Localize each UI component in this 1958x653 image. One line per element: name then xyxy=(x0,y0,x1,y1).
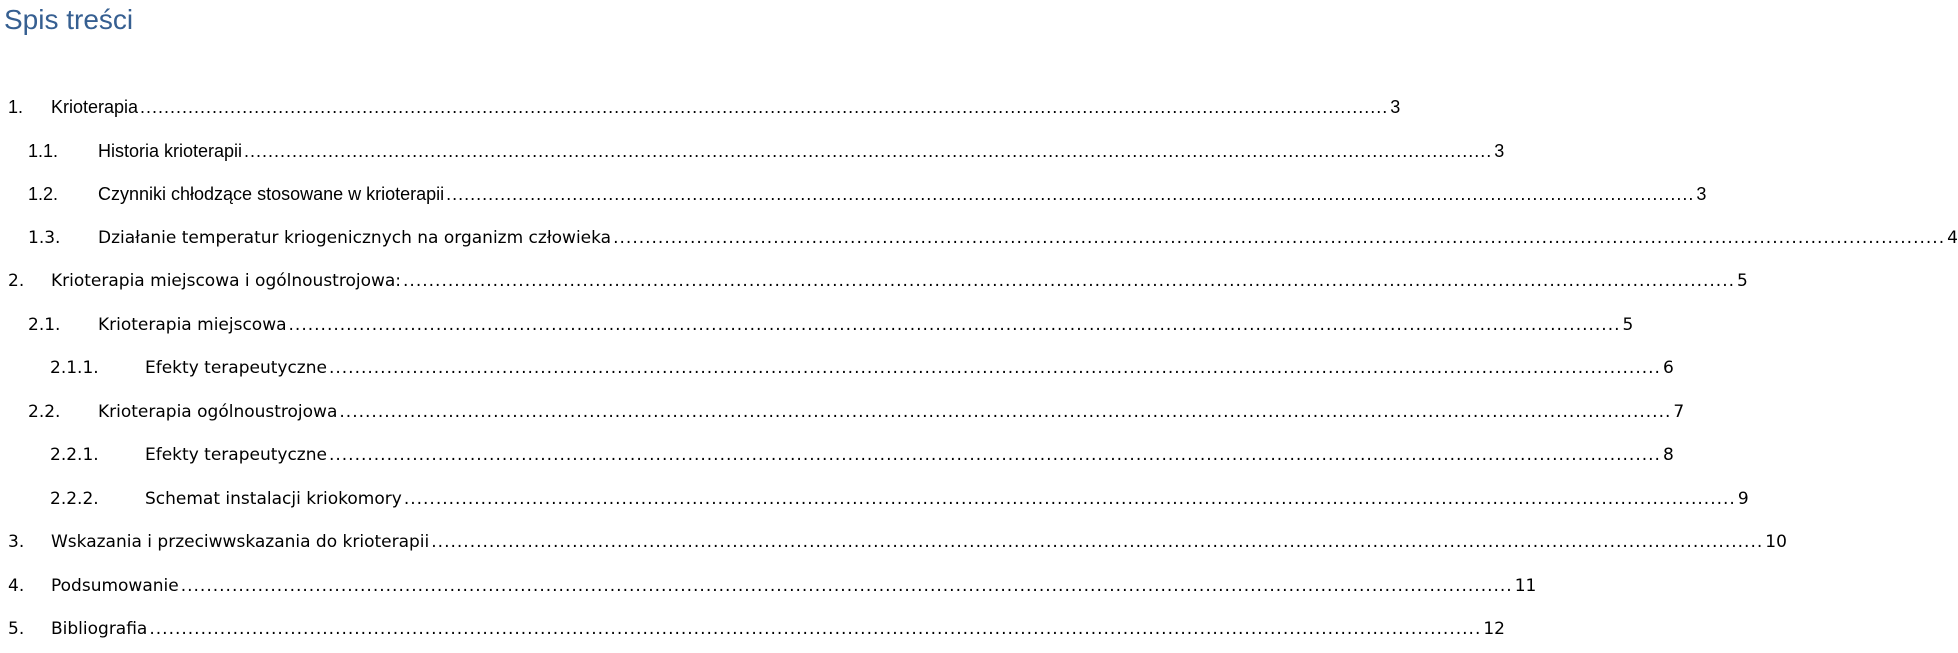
toc-entry[interactable] xyxy=(0,131,1505,175)
toc-entry-page: 10 xyxy=(1765,532,1787,552)
dot-leader: ................................................................................................................................................................................................................ xyxy=(328,358,1661,378)
toc-entry-label: Działanie temperatur kriogenicznych na organizm człowieka xyxy=(98,227,612,248)
toc-entry-label: Bibliografia xyxy=(51,619,148,639)
toc-entry-number: 2.1. xyxy=(28,314,61,335)
toc-entry-label: Krioterapia miejscowa xyxy=(98,314,287,335)
toc-entry-page: 6 xyxy=(1662,358,1674,378)
toc-entry-number: 2.2. xyxy=(28,401,61,422)
toc-entry-page: 8 xyxy=(1662,445,1674,465)
toc-entry-page: 4 xyxy=(1947,227,1958,248)
toc-entry-label: Schemat instalacji kriokomory xyxy=(145,488,402,509)
toc-entry-number: 1.2. xyxy=(28,184,59,204)
toc-entry[interactable] xyxy=(0,479,1749,523)
toc-entry-label: Efekty terapeutyczne xyxy=(145,358,327,378)
toc-entry-number: 1.3. xyxy=(28,227,61,248)
dot-leader: ................................................................................................................................................................................................................ xyxy=(140,97,1389,117)
dot-leader: ................................................................................................................................................................................................................ xyxy=(288,314,1621,335)
toc-entry[interactable] xyxy=(0,435,1674,479)
toc-entry[interactable] xyxy=(0,174,1707,218)
dot-leader: ................................................................................................................................................................................................................ xyxy=(328,445,1661,465)
toc-entry[interactable] xyxy=(0,566,1537,610)
toc-entry-number: 1. xyxy=(8,97,24,117)
toc-entry[interactable] xyxy=(0,392,1685,436)
toc-entry[interactable] xyxy=(0,609,1505,653)
toc-entry-number: 5. xyxy=(8,619,25,639)
dot-leader: ................................................................................................................................................................................................................ xyxy=(339,401,1672,422)
toc-entry-page: 9 xyxy=(1737,488,1749,509)
toc-entry-label: Krioterapia ogólnoustrojowa xyxy=(98,401,338,422)
toc-entry-page: 5 xyxy=(1622,314,1634,335)
toc-entry-label: Czynniki chłodzące stosowane w krioterapii xyxy=(98,184,445,204)
toc-entry-page: 11 xyxy=(1514,575,1537,596)
dot-leader: ................................................................................................................................................................................................................ xyxy=(244,140,1493,161)
toc-entry-number: 1.1. xyxy=(28,140,59,161)
toc-entry-number: 2.1.1. xyxy=(50,358,99,378)
dot-leader: ................................................................................................................................................................................................................ xyxy=(403,488,1736,509)
toc-entry-page: 3 xyxy=(1696,184,1707,204)
toc-entry[interactable] xyxy=(0,348,1674,392)
toc-entry-label: Krioterapia miejscowa i ogólnoustrojowa: xyxy=(51,271,402,291)
toc-title: Spis treści xyxy=(4,4,134,35)
toc-entry-number: 2.2.1. xyxy=(50,445,99,465)
toc-entry-number: 2.2.2. xyxy=(50,488,99,509)
dot-leader: ................................................................................................................................................................................................................ xyxy=(446,184,1695,204)
toc-entry-number: 2. xyxy=(8,271,25,291)
table-of-contents xyxy=(0,87,1958,653)
toc-entry-label: Efekty terapeutyczne xyxy=(145,445,327,465)
toc-entry-label: Podsumowanie xyxy=(51,575,179,596)
toc-entry[interactable] xyxy=(0,522,1787,566)
toc-entry-label: Historia krioterapii xyxy=(98,140,243,161)
dot-leader: ................................................................................................................................................................................................................ xyxy=(613,227,1946,248)
toc-entry-label: Wskazania i przeciwwskazania do krioterapii xyxy=(51,532,430,552)
toc-entry-number: 3. xyxy=(8,532,25,552)
toc-entry-number: 4. xyxy=(8,575,25,596)
toc-entry[interactable] xyxy=(0,261,1748,305)
toc-entry[interactable] xyxy=(0,218,1958,262)
dot-leader: ................................................................................................................................................................................................................ xyxy=(403,271,1736,291)
dot-leader: ................................................................................................................................................................................................................ xyxy=(431,532,1764,552)
toc-entry[interactable] xyxy=(0,87,1401,131)
toc-entry-label: Krioterapia xyxy=(51,97,139,117)
toc-entry[interactable] xyxy=(0,305,1634,349)
dot-leader: ................................................................................................................................................................................................................ xyxy=(149,619,1482,639)
toc-entry-page: 3 xyxy=(1390,97,1401,117)
toc-entry-page: 7 xyxy=(1673,401,1685,422)
toc-entry-page: 5 xyxy=(1737,271,1748,291)
dot-leader: ................................................................................................................................................................................................................ xyxy=(180,575,1513,596)
toc-entry-page: 12 xyxy=(1483,619,1505,639)
toc-entry-page: 3 xyxy=(1494,140,1505,161)
